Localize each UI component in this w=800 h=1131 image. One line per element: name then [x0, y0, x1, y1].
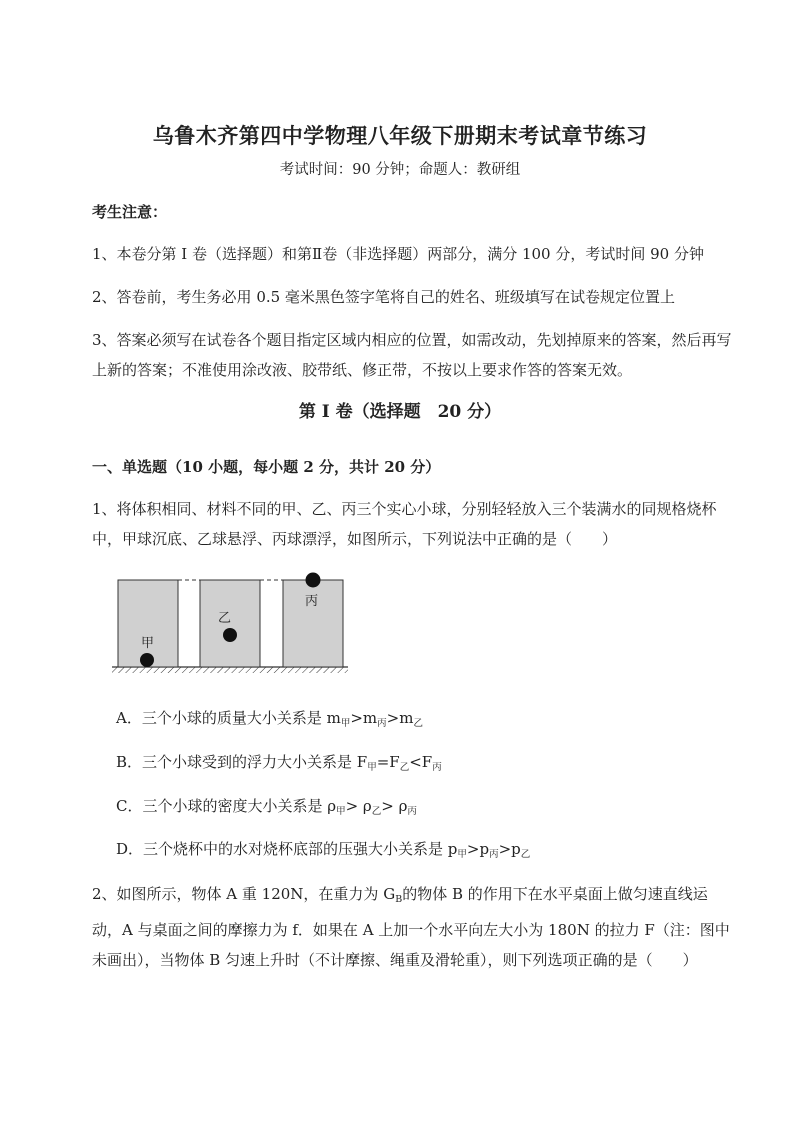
option-c[interactable]: C．三个小球的密度大小关系是 $\rho_甲> \rho_乙> \rho_丙$: [116, 797, 417, 817]
option-d[interactable]: D．三个烧杯中的水对烧杯底部的压强大小关系是 $p_甲>p_丙>p_乙$: [116, 840, 531, 860]
label-bing: 丙: [305, 594, 319, 609]
ball-bing: [306, 573, 321, 588]
beakers-figure: [110, 568, 350, 680]
label-jia: 甲: [141, 636, 155, 651]
ground-hatch: [112, 667, 348, 673]
label-yi: 乙: [218, 611, 232, 626]
option-a[interactable]: A．三个小球的质量大小关系是 $m_甲>m_丙>m_乙$: [116, 709, 423, 729]
question-2-stem: 2、如图所示，物体 A 重 120N，在重力为 $G_B$的物体 B 的作用下在水平桌面上做匀速直线运动，A 与桌面之间的摩擦力为 f．如果在 A 上加一个水平向左大小为 180N 的拉力 F（注：图中未画出），当物体 B 匀速上升时（不计摩擦、绳重及滑轮重），则下列选项正确的是（ ）: [92, 885, 730, 969]
notice-heading: 考生注意：: [92, 203, 168, 221]
ball-yi: [223, 628, 237, 642]
option-b[interactable]: B．三个小球受到的浮力大小关系是 $F_甲=F_乙<F_丙$: [116, 753, 442, 773]
exam-info: 考试时间：90 分钟；命题人：教研组: [279, 162, 521, 178]
notice-item-3: 3、答案必须写在试卷各个题目指定区域内相应的位置，如需改动，先划掉原来的答案，然后再写上新的答案；不准使用涂改液、胶带纸、修正带，不按以上要求作答的答案无效。: [92, 331, 732, 379]
part-heading: 一、单选题（10 小题，每小题 2 分，共计 20 分）: [92, 458, 441, 476]
section-title: 第 I 卷（选择题 20 分）: [298, 402, 502, 422]
ball-jia: [140, 653, 154, 667]
question-1-stem: 1、将体积相同、材料不同的甲、乙、丙三个实心小球，分别轻轻放入三个装满水的同规格烧杯中，甲球沉底、乙球悬浮、丙球漂浮，如图所示，下列说法中正确的是（ ）: [92, 500, 717, 548]
page-title: 乌鲁木齐第四中学物理八年级下册期末考试章节练习: [152, 123, 648, 148]
notice-item-1: 1、本卷分第 I 卷（选择题）和第Ⅱ卷（非选择题）两部分，满分 100 分，考试时间 90 分钟: [92, 245, 704, 263]
notice-item-2: 2、答卷前，考生务必用 0.5 毫米黑色签字笔将自己的姓名、班级填写在试卷规定位置上: [92, 288, 675, 306]
